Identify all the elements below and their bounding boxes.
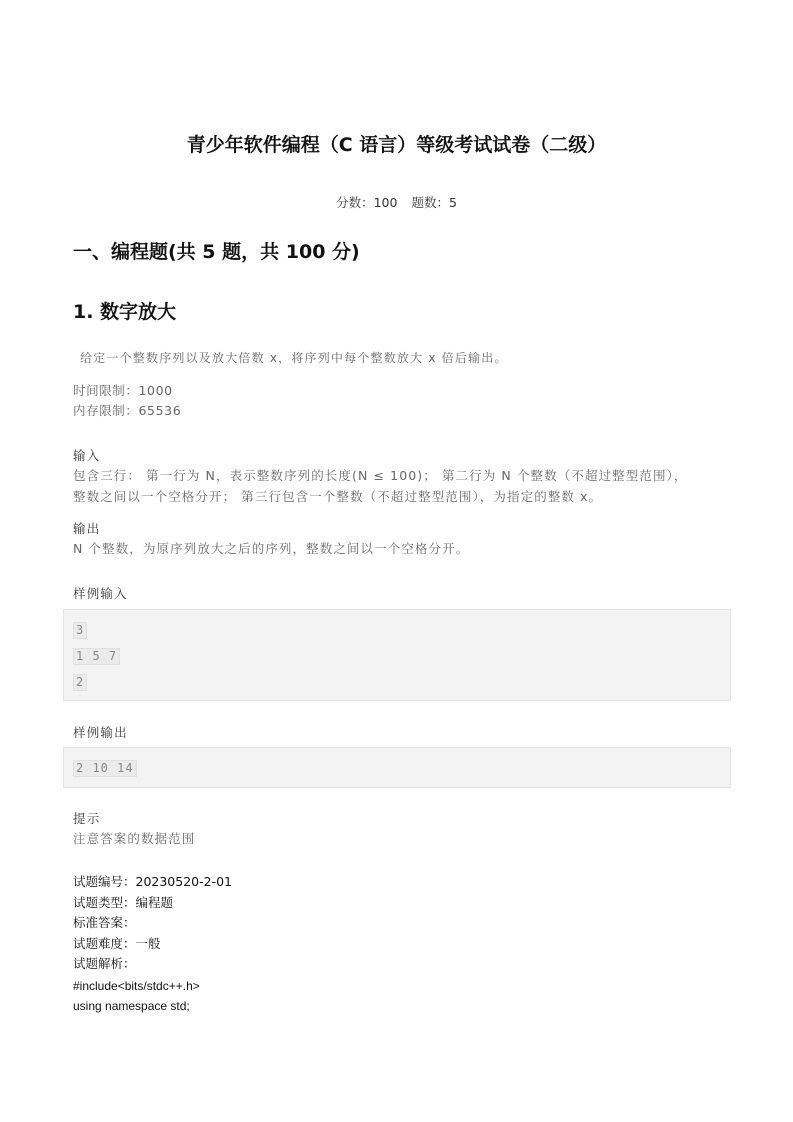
sample-input-label: 样例输入 [73, 586, 128, 601]
page-title: 青少年软件编程（C 语言）等级考试试卷（二级） [186, 134, 607, 156]
exam-meta [0, 193, 793, 211]
code-line: using namespace std; [73, 999, 190, 1013]
output-description: N 个整数，为原序列放大之后的序列，整数之间以一个空格分开。 [73, 541, 470, 556]
sample-input-line: 1 5 7 [73, 648, 120, 665]
output-label: 输出 [73, 521, 101, 536]
question-title: 1. 数字放大 [73, 301, 177, 323]
time-limit: 时间限制：1000 [73, 383, 173, 398]
sample-input-box [63, 609, 731, 701]
sample-output-label: 样例输出 [73, 725, 128, 740]
sample-output-box [63, 747, 731, 788]
question-difficulty: 试题难度：一般 [73, 935, 161, 951]
question-analysis: 试题解析： [73, 956, 136, 971]
section-heading: 一、编程题(共 5 题，共 100 分) [73, 241, 360, 263]
question-count-text: 题数：5 [411, 195, 457, 210]
question-type: 试题类型：编程题 [73, 894, 174, 910]
question-id: 试题编号：20230520-2-01 [73, 874, 233, 889]
question-info [73, 872, 232, 975]
sample-input-line: 3 [73, 622, 87, 639]
solution-code [73, 976, 200, 1016]
sample-output-line: 2 10 14 [73, 760, 137, 777]
input-description [73, 465, 688, 507]
limits-block [73, 381, 181, 421]
code-line: #include<bits/stdc++.h> [73, 979, 200, 993]
memory-limit: 内存限制：65536 [73, 403, 182, 418]
input-description-line: 包含三行： 第一行为 N，表示整数序列的长度(N ≤ 100)； 第二行为 N 个整数（不超过整型范围）， [73, 468, 688, 483]
input-description-line: 整数之间以一个空格分开； 第三行包含一个整数（不超过整型范围），为指定的整数 x。 [73, 489, 603, 504]
hint-text: 注意答案的数据范围 [73, 831, 196, 846]
hint-label: 提示 [73, 811, 101, 826]
question-description: 给定一个整数序列以及放大倍数 x，将序列中每个整数放大 x 倍后输出。 [80, 351, 508, 365]
standard-answer: 标准答案： [73, 915, 136, 930]
sample-input-line: 2 [73, 674, 87, 691]
score-text: 分数：100 [336, 195, 398, 210]
input-label: 输入 [73, 448, 101, 463]
